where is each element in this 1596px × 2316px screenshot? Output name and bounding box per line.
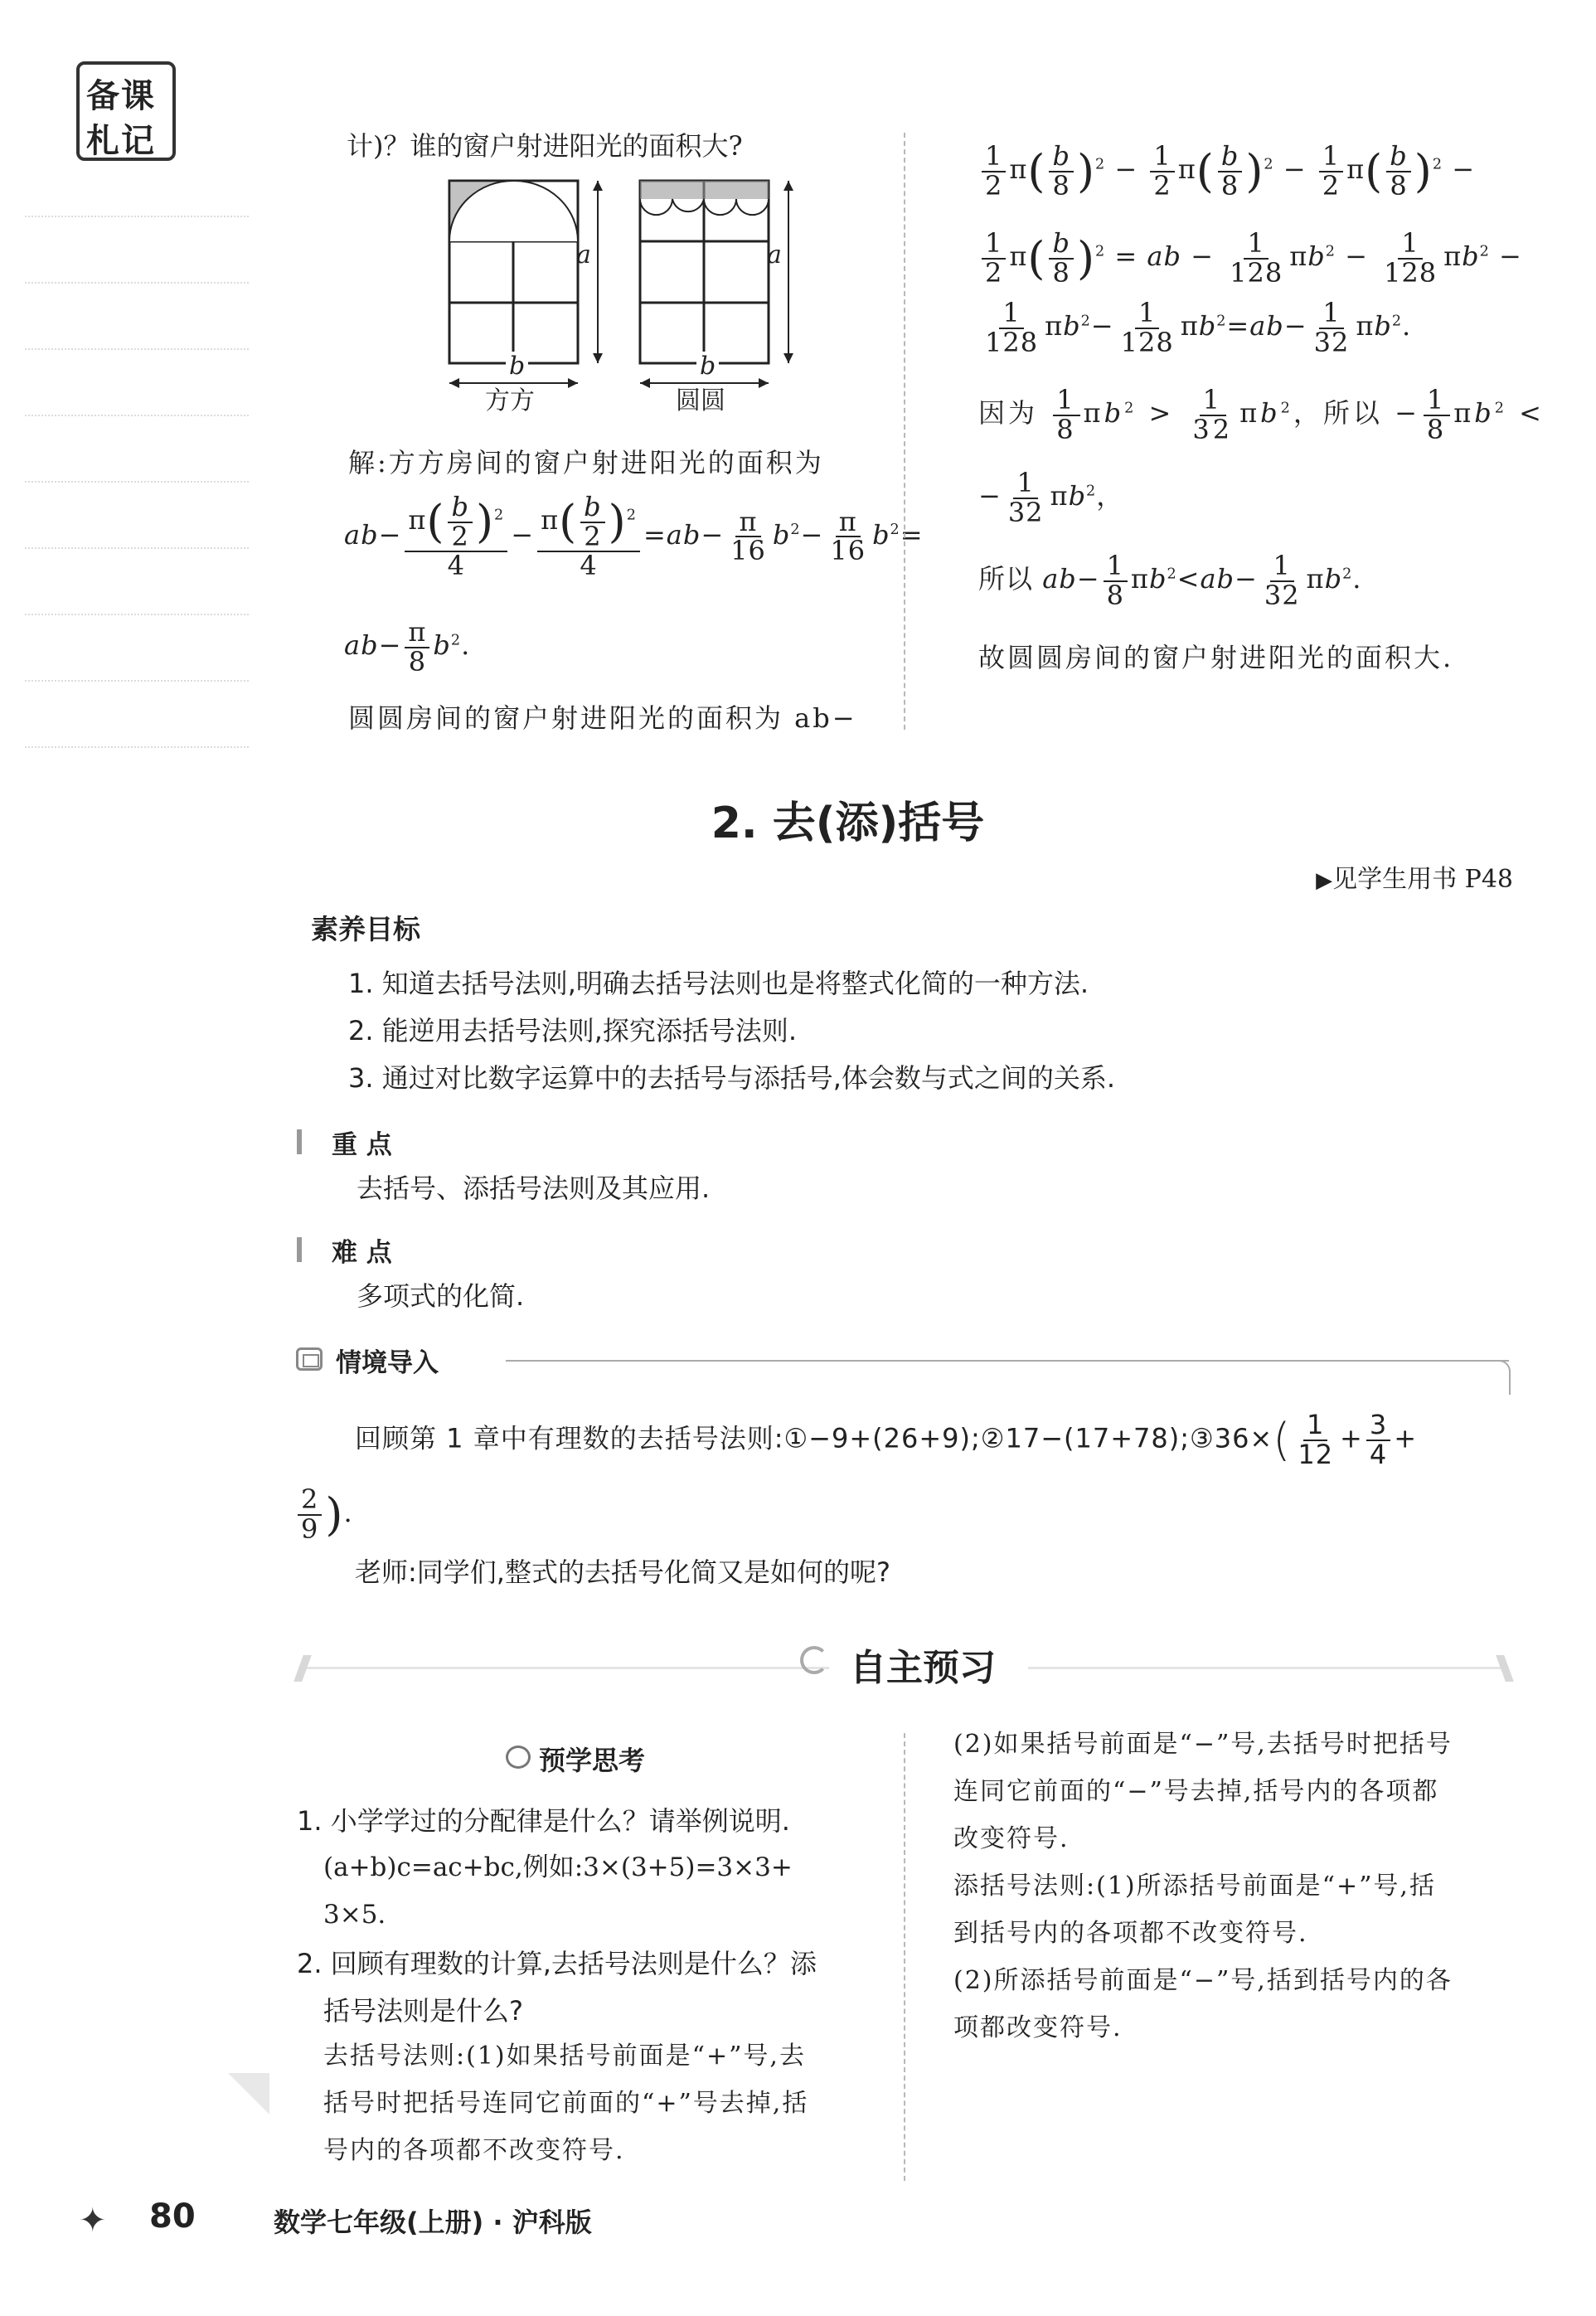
intro-rule-end [1492, 1360, 1511, 1395]
student-book-ref [1316, 858, 1513, 895]
so-word: 所以 [1322, 397, 1383, 429]
fig-left-height-label: a [576, 240, 591, 269]
prestudy-a1-line1: (a+b)c=ac+bc,例如:3×(3+5)=3×3+ [323, 1852, 793, 1882]
note-badge [76, 61, 176, 161]
key-text: 去括号、添括号法则及其应用. [357, 1173, 711, 1204]
intro-icon [296, 1347, 323, 1371]
fig-right-height-label: a [767, 240, 782, 269]
so-line: 所以 ab− $\frac{1}{8}$ $\pi b^2<ab-$ $\frac{1}{32}$ $\pi b^2$. [978, 549, 1362, 611]
note-badge-line2: 札记 [86, 122, 156, 160]
prestudy-q1: 1. 小学学过的分配律是什么？请举例说明. [297, 1805, 790, 1837]
prestudy-r2: 连同它前面的“−”号去掉,括号内的各项都 [953, 1777, 1439, 1806]
solution-intro: 解:方方房间的窗户射进阳光的面积为 [348, 447, 824, 478]
round-eq-line3: $\frac{1}{128}$ $\pi b^2-$ $\frac{1}{128}$ $\pi b^2=ab-$ $\frac{1}{32}$ $\pi b^2$. [985, 296, 1412, 358]
so-word-2: 所以 [978, 563, 1034, 595]
solution-square-result: ab− $\frac{\pi}{8}$ $b^2$. [344, 615, 471, 677]
difficult-heading: 难 点 [332, 1238, 392, 1268]
footer-star-icon: ✦ [79, 2202, 107, 2240]
self-study-icon [800, 1646, 828, 1674]
prestudy-r7: 项都改变符号. [953, 2013, 1123, 2042]
column-divider-bottom [904, 1733, 905, 2181]
prestudy-heading: 预学思考 [539, 1745, 646, 1776]
prestudy-q2-line1: 2. 回顾有理数的计算,去括号法则是什么？添 [297, 1948, 817, 1979]
goal-item-2: 2. 能逆用去括号法则,探究添括号法则. [348, 1015, 798, 1046]
round-eq-line2: $\frac{1}{2}$ π( $\frac{b}{8}$ )$^2$ = ab − $\frac{1}{128}$ $\pi b^2$ − $\frac{1}{128}$ $\pi b^2$ − [978, 211, 1522, 305]
prestudy-q2-line2: 括号法则是什么? [323, 1995, 523, 2027]
prestudy-a1-line2: 3×5. [323, 1900, 386, 1930]
difficult-text: 多项式的化简. [357, 1280, 525, 1312]
fig-left-caption: 方方 [485, 386, 535, 415]
decorative-corner [228, 2073, 269, 2115]
goals-heading: 素养目标 [311, 913, 420, 945]
teacher-line: 老师:同学们,整式的去括号化简又是如何的呢? [355, 1556, 890, 1588]
goal-item-3: 3. 通过对比数字运算中的去括号与添括号,体会数与式之间的关系. [348, 1062, 1116, 1094]
prestudy-a2-line2: 括号时把括号连同它前面的“+”号去掉,括 [323, 2089, 809, 2118]
intro-line1: 回顾第 1 章中有理数的去括号法则:①−9+(26+9);②17−(17+78);③36×( $\frac{1}{12}$ + $\frac{3}{4}$ + [355, 1409, 1418, 1470]
difficult-bar [297, 1237, 302, 1262]
student-book-ref-text: 见学生用书 P48 [1332, 865, 1513, 894]
key-heading: 重 点 [332, 1130, 392, 1160]
fig-right-caption: 圆圆 [676, 386, 725, 415]
question-tail: 计)？谁的窗户射进阳光的面积大? [347, 130, 743, 162]
solution-round-intro: 圆圆房间的窗户射进阳光的面积为 ab− [348, 702, 857, 734]
solution-square-eq: ab− π( $\frac{b}{2}$ )$^2$ 4 − π( $\frac{b}{2}$ )$^2$ 4 =ab− $\frac{\pi}{16}$ $b^2-$ $\frac{\pi}{16}$ $b^2=$ [344, 491, 924, 582]
prestudy-r4: 添括号法则:(1)所添括号前面是“+”号,括 [953, 1872, 1436, 1901]
prestudy-r3: 改变符号. [953, 1824, 1070, 1853]
key-bar [297, 1129, 302, 1154]
self-study-heading: 自主预习 [850, 1647, 996, 1689]
intro-rule [506, 1360, 1509, 1362]
fig-left-width-label: b [506, 352, 528, 381]
round-eq-line1: $\frac{1}{2}$ π( $\frac{b}{8}$ )$^2$ − $\frac{1}{2}$ π( $\frac{b}{8}$ )$^2$ − $\frac{1}{2}$ π( $\frac{b}{8}$ )$^2$ − [978, 124, 1475, 218]
footer-book-title: 数学七年级(上册) · 沪科版 [274, 2207, 592, 2238]
column-divider-top [904, 133, 905, 730]
prestudy-a2-line3: 号内的各项都不改变符号. [323, 2136, 625, 2165]
prestudy-r6: (2)所添括号前面是“−”号,括到括号内的各 [953, 1966, 1453, 1995]
prestudy-a2-line1: 去括号法则:(1)如果括号前面是“+”号,去 [323, 2042, 806, 2071]
conclusion: 故圆圆房间的窗户射进阳光的面积大. [978, 642, 1454, 673]
intro-line2: $\frac{2}{9}$ ). [294, 1468, 353, 1561]
window-figures [431, 170, 862, 410]
section-title: 2. 去(添)括号 [711, 799, 985, 848]
because-line2: − $\frac{1}{32}$ $\pi b^2$， [978, 466, 1124, 528]
page-number: 80 [149, 2197, 196, 2236]
goal-item-1: 1. 知道去括号法则,明确去括号法则也是将整式化简的一种方法. [348, 968, 1089, 999]
because-line: 因为 $\frac{1}{8}$ $\pi b^2$ > $\frac{1}{32}$ $\pi b^2$，所以 − $\frac{1}{8}$ $\pi b^2$ < [978, 383, 1545, 445]
intro-heading: 情境导入 [336, 1348, 439, 1378]
prestudy-icon [506, 1745, 531, 1769]
because-word: 因为 [978, 397, 1039, 429]
note-badge-line1: 备课 [86, 77, 156, 115]
play-arrow-icon: ▶ [1316, 868, 1333, 893]
fig-right-width-label: b [696, 352, 719, 381]
prestudy-r1: (2)如果括号前面是“−”号,去括号时把括号 [953, 1730, 1453, 1759]
prestudy-r5: 到括号内的各项都不改变符号. [953, 1919, 1308, 1948]
intro-line1-text: 回顾第 1 章中有理数的去括号法则:①−9+(26+9);②17−(17+78);③36× [355, 1422, 1273, 1454]
